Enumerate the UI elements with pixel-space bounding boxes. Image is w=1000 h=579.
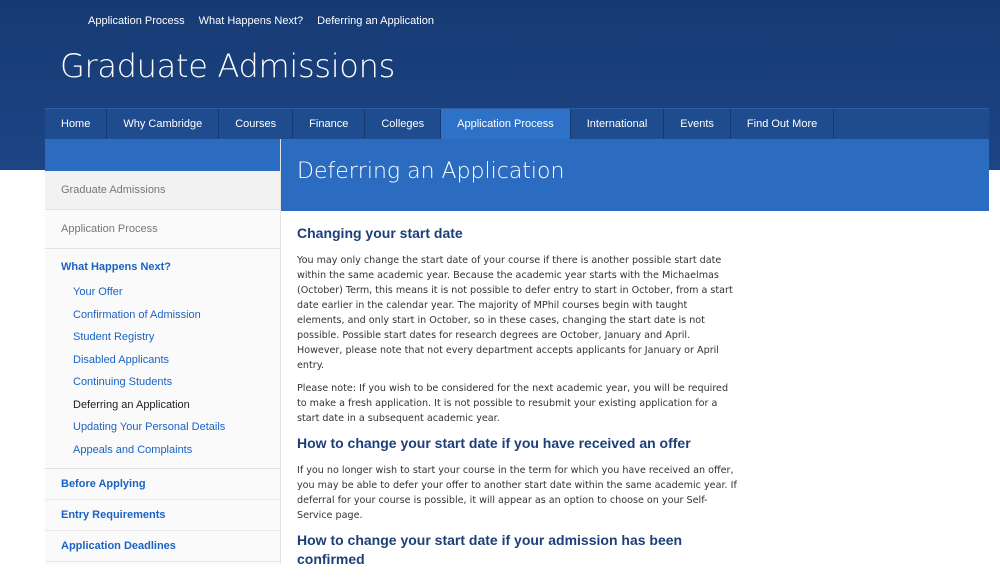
- paragraph: If you no longer wish to start your course in the term for which you have received an offer, you may be able to defer your offer to another start date within the same academic year. If deferral for your course is possible, it will appear as an option to choose on your Self-Service page.: [297, 465, 737, 521]
- nav-application-process[interactable]: Application Process: [441, 109, 571, 140]
- breadcrumb-deferring[interactable]: Deferring an Application: [317, 15, 434, 27]
- nav-finance[interactable]: Finance: [293, 109, 365, 140]
- nav-home[interactable]: Home: [45, 109, 107, 140]
- sidebar-item-deferring[interactable]: Deferring an Application: [73, 398, 190, 411]
- sidebar-section-what-happens-next[interactable]: What Happens Next?: [61, 261, 172, 273]
- main-content: [297, 224, 737, 579]
- nav-filler: [834, 109, 989, 139]
- breadcrumb-what-happens-next[interactable]: What Happens Next?: [198, 15, 304, 27]
- main-nav: [45, 108, 989, 139]
- nav-why-cambridge[interactable]: Why Cambridge: [107, 109, 219, 140]
- sidebar-item-disabled-applicants[interactable]: Disabled Applicants: [73, 353, 170, 366]
- breadcrumb: [88, 15, 448, 27]
- site-title[interactable]: Graduate Admissions: [60, 47, 395, 85]
- sidebar-item-appeals[interactable]: Appeals and Complaints: [73, 443, 193, 456]
- section-heading: How to change your start date if you have received an offer: [297, 435, 691, 451]
- nav-find-out-more[interactable]: Find Out More: [731, 109, 834, 140]
- sidebar: [45, 139, 281, 564]
- sidebar-item-confirmation[interactable]: Confirmation of Admission: [73, 308, 201, 321]
- nav-colleges[interactable]: Colleges: [365, 109, 441, 140]
- breadcrumb-application-process[interactable]: Application Process: [88, 15, 185, 27]
- sidebar-item-before-applying[interactable]: Before Applying: [45, 469, 280, 500]
- sidebar-item-graduate-admissions[interactable]: Graduate Admissions: [45, 171, 280, 210]
- sidebar-item-student-registry[interactable]: Student Registry: [73, 331, 155, 343]
- sidebar-item-application-process[interactable]: Application Process: [45, 210, 280, 249]
- paragraph: You may only change the start date of your course if there is another possible start date within the same academic year. Because the academic year starts with the Michaelmas (October) Term, this means it is not possible to defer entry to start in October, from a start date earlier in the calendar year. The majority of MPhil courses begin with taught elements, and only start in October, so in these cases, changing the start date is not possible. Possible start dates for research degrees are October, January and April. However, please note that not every department accepts applicants for January or April entry.: [297, 255, 733, 371]
- nav-events[interactable]: Events: [664, 109, 731, 140]
- sidebar-item-continuing-students[interactable]: Continuing Students: [73, 376, 173, 388]
- sidebar-item-entry-requirements[interactable]: Entry Requirements: [45, 500, 280, 531]
- section-heading: How to change your start date if your admission has been confirmed: [297, 532, 683, 567]
- nav-international[interactable]: International: [571, 109, 665, 140]
- sidebar-top-bar: [45, 139, 280, 171]
- page-title: Deferring an Application: [297, 159, 565, 184]
- section-heading: Changing your start date: [297, 225, 463, 241]
- sidebar-item-your-offer[interactable]: Your Offer: [73, 286, 123, 298]
- nav-courses[interactable]: Courses: [219, 109, 293, 140]
- page-banner: [281, 139, 989, 211]
- sidebar-item-application-deadlines[interactable]: Application Deadlines: [45, 531, 280, 562]
- paragraph: Please note: If you wish to be considered for the next academic year, you will be required to make a fresh application. It is not possible to resubmit your existing application for a start date in a subsequent academic year.: [297, 383, 729, 424]
- sidebar-item-updating-details[interactable]: Updating Your Personal Details: [73, 421, 226, 433]
